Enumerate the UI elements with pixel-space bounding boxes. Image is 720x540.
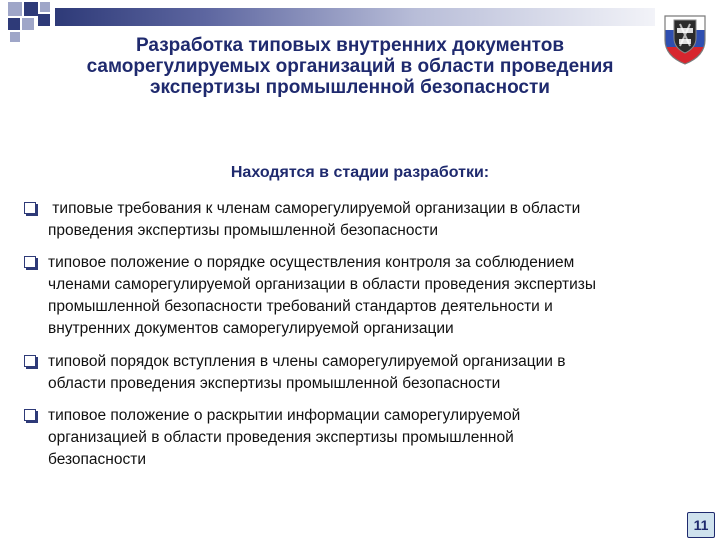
header-gradient-bar [55,8,655,26]
title-line: экспертизы промышленной безопасности [150,77,550,98]
decor-square [38,14,50,26]
checkbox-bullet-icon [24,256,36,268]
checkbox-bullet-icon [24,355,36,367]
bullet-line: типовое положение о раскрытии информации саморегулируемой [48,407,521,424]
bullet-text [48,252,708,340]
bullet-line: типовые требования к членам саморегулируемой организации в области [48,200,581,217]
bullet-line: внутренних документов саморегулируемой организации [48,320,454,337]
title-line: Разработка типовых внутренних документов [135,35,565,56]
title-line: саморегулируемых организаций в области проведения [86,56,614,77]
bullet-line: членами саморегулируемой организации в области проведения экспертизы [48,276,596,293]
bullet-line: типовое положение о порядке осуществления контроля за соблюдением [48,254,575,271]
bullet-line: безопасности [48,451,146,468]
checkbox-bullet-icon [24,202,36,214]
bullet-line: проведения экспертизы промышленной безопасности [48,222,438,239]
decor-square [40,2,50,12]
bullet-line: области проведения экспертизы промышленной безопасности [48,375,501,392]
bullet-line: организацией в области проведения экспертизы промышленной [48,429,514,446]
decor-square [22,18,34,30]
page-number: 11 [687,512,715,538]
decor-square [8,2,22,16]
decor-square [8,18,20,30]
decor-square [24,2,38,16]
slide-title [30,35,670,98]
decor-square [10,32,20,42]
bullet-text [48,351,708,395]
checkbox-bullet-icon [24,409,36,421]
bullet-line: промышленной безопасности требований стандартов деятельности и [48,298,553,315]
subheading: Находятся в стадии разработки: [230,164,490,181]
bullet-text [48,405,708,471]
bullet-text [48,198,708,242]
bullet-line: типовой порядок вступления в члены саморегулируемой организации в [48,353,566,370]
